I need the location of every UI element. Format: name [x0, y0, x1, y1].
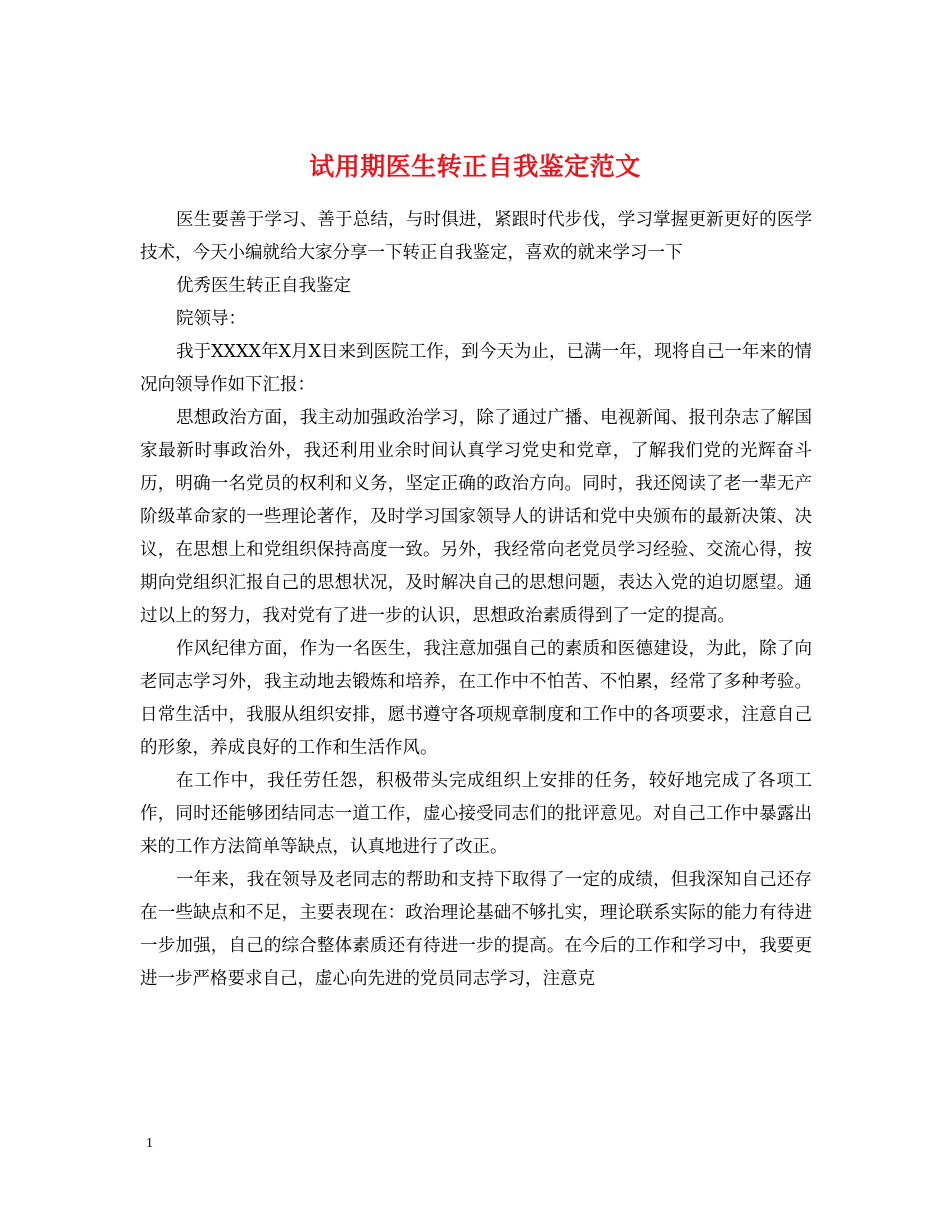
- paragraph-work-performance: 在工作中，我任劳任怨，积极带头完成组织上安排的任务，较好地完成了各项工作，同时还能够团结同志一道工作，虚心接受同志们的批评意见。对自己工作中暴露出来的工作方法简单等缺点，认真地进行了改正。: [140, 771, 812, 857]
- paragraph-opening: 我于XXXX年X月X日来到医院工作，到今天为止，已满一年，现将自己一年来的情况向领导作如下汇报：: [140, 342, 812, 395]
- paragraph-political-thought: 思想政治方面，我主动加强政治学习，除了通过广播、电视新闻、报刊杂志了解国家最新时事政治外，我还利用业余时间认真学习党史和党章，了解我们党的光辉奋斗历，明确一名党员的权利和义务，坚定正确的政治方向。同时，我还阅读了老一辈无产阶级革命家的一些理论著作，及时学习国家领导人的讲话和党中央颁布的最新决策、决议，在思想上和党组织保持高度一致。另外，我经常向老党员学习经验、交流心得，按期向党组织汇报自己的思想状况，及时解决自己的思想问题，表达入党的迫切愿望。通过以上的努力，我对党有了进一步的认识，思想政治素质得到了一定的提高。: [140, 408, 812, 626]
- document-title: 试用期医生转正自我鉴定范文: [309, 151, 641, 181]
- paragraph-work-style: 作风纪律方面，作为一名医生，我注意加强自己的素质和医德建设，为此，除了向老同志学习外，我主动地去锻炼和培养，在工作中不怕苦、不怕累，经常了多种考验。日常生活中，我服从组织安排，愿书遵守各项规章制度和工作中的各项要求，注意自己的形象，养成良好的工作和生活作风。: [140, 639, 812, 758]
- paragraph-intro: 医生要善于学习、善于总结，与时俱进，紧跟时代步伐，学习掌握更新更好的医学技术，今天小编就给大家分享一下转正自我鉴定，喜欢的就来学习一下: [140, 210, 812, 263]
- paragraph-summary: 一年来，我在领导及老同志的帮助和支持下取得了一定的成绩，但我深知自己还存在一些缺点和不足，主要表现在：政治理论基础不够扎实，理论联系实际的能力有待进一步加强，自己的综合整体素质还有待进一步的提高。在今后的工作和学习中，我要更进一步严格要求自己，虚心向先进的党员同志学习，注意克: [140, 870, 812, 989]
- paragraph-subtitle: 优秀医生转正自我鉴定: [176, 276, 351, 296]
- paragraph-salutation: 院领导：: [176, 309, 246, 329]
- document-body: [140, 204, 812, 996]
- page-number: 1: [146, 1136, 153, 1151]
